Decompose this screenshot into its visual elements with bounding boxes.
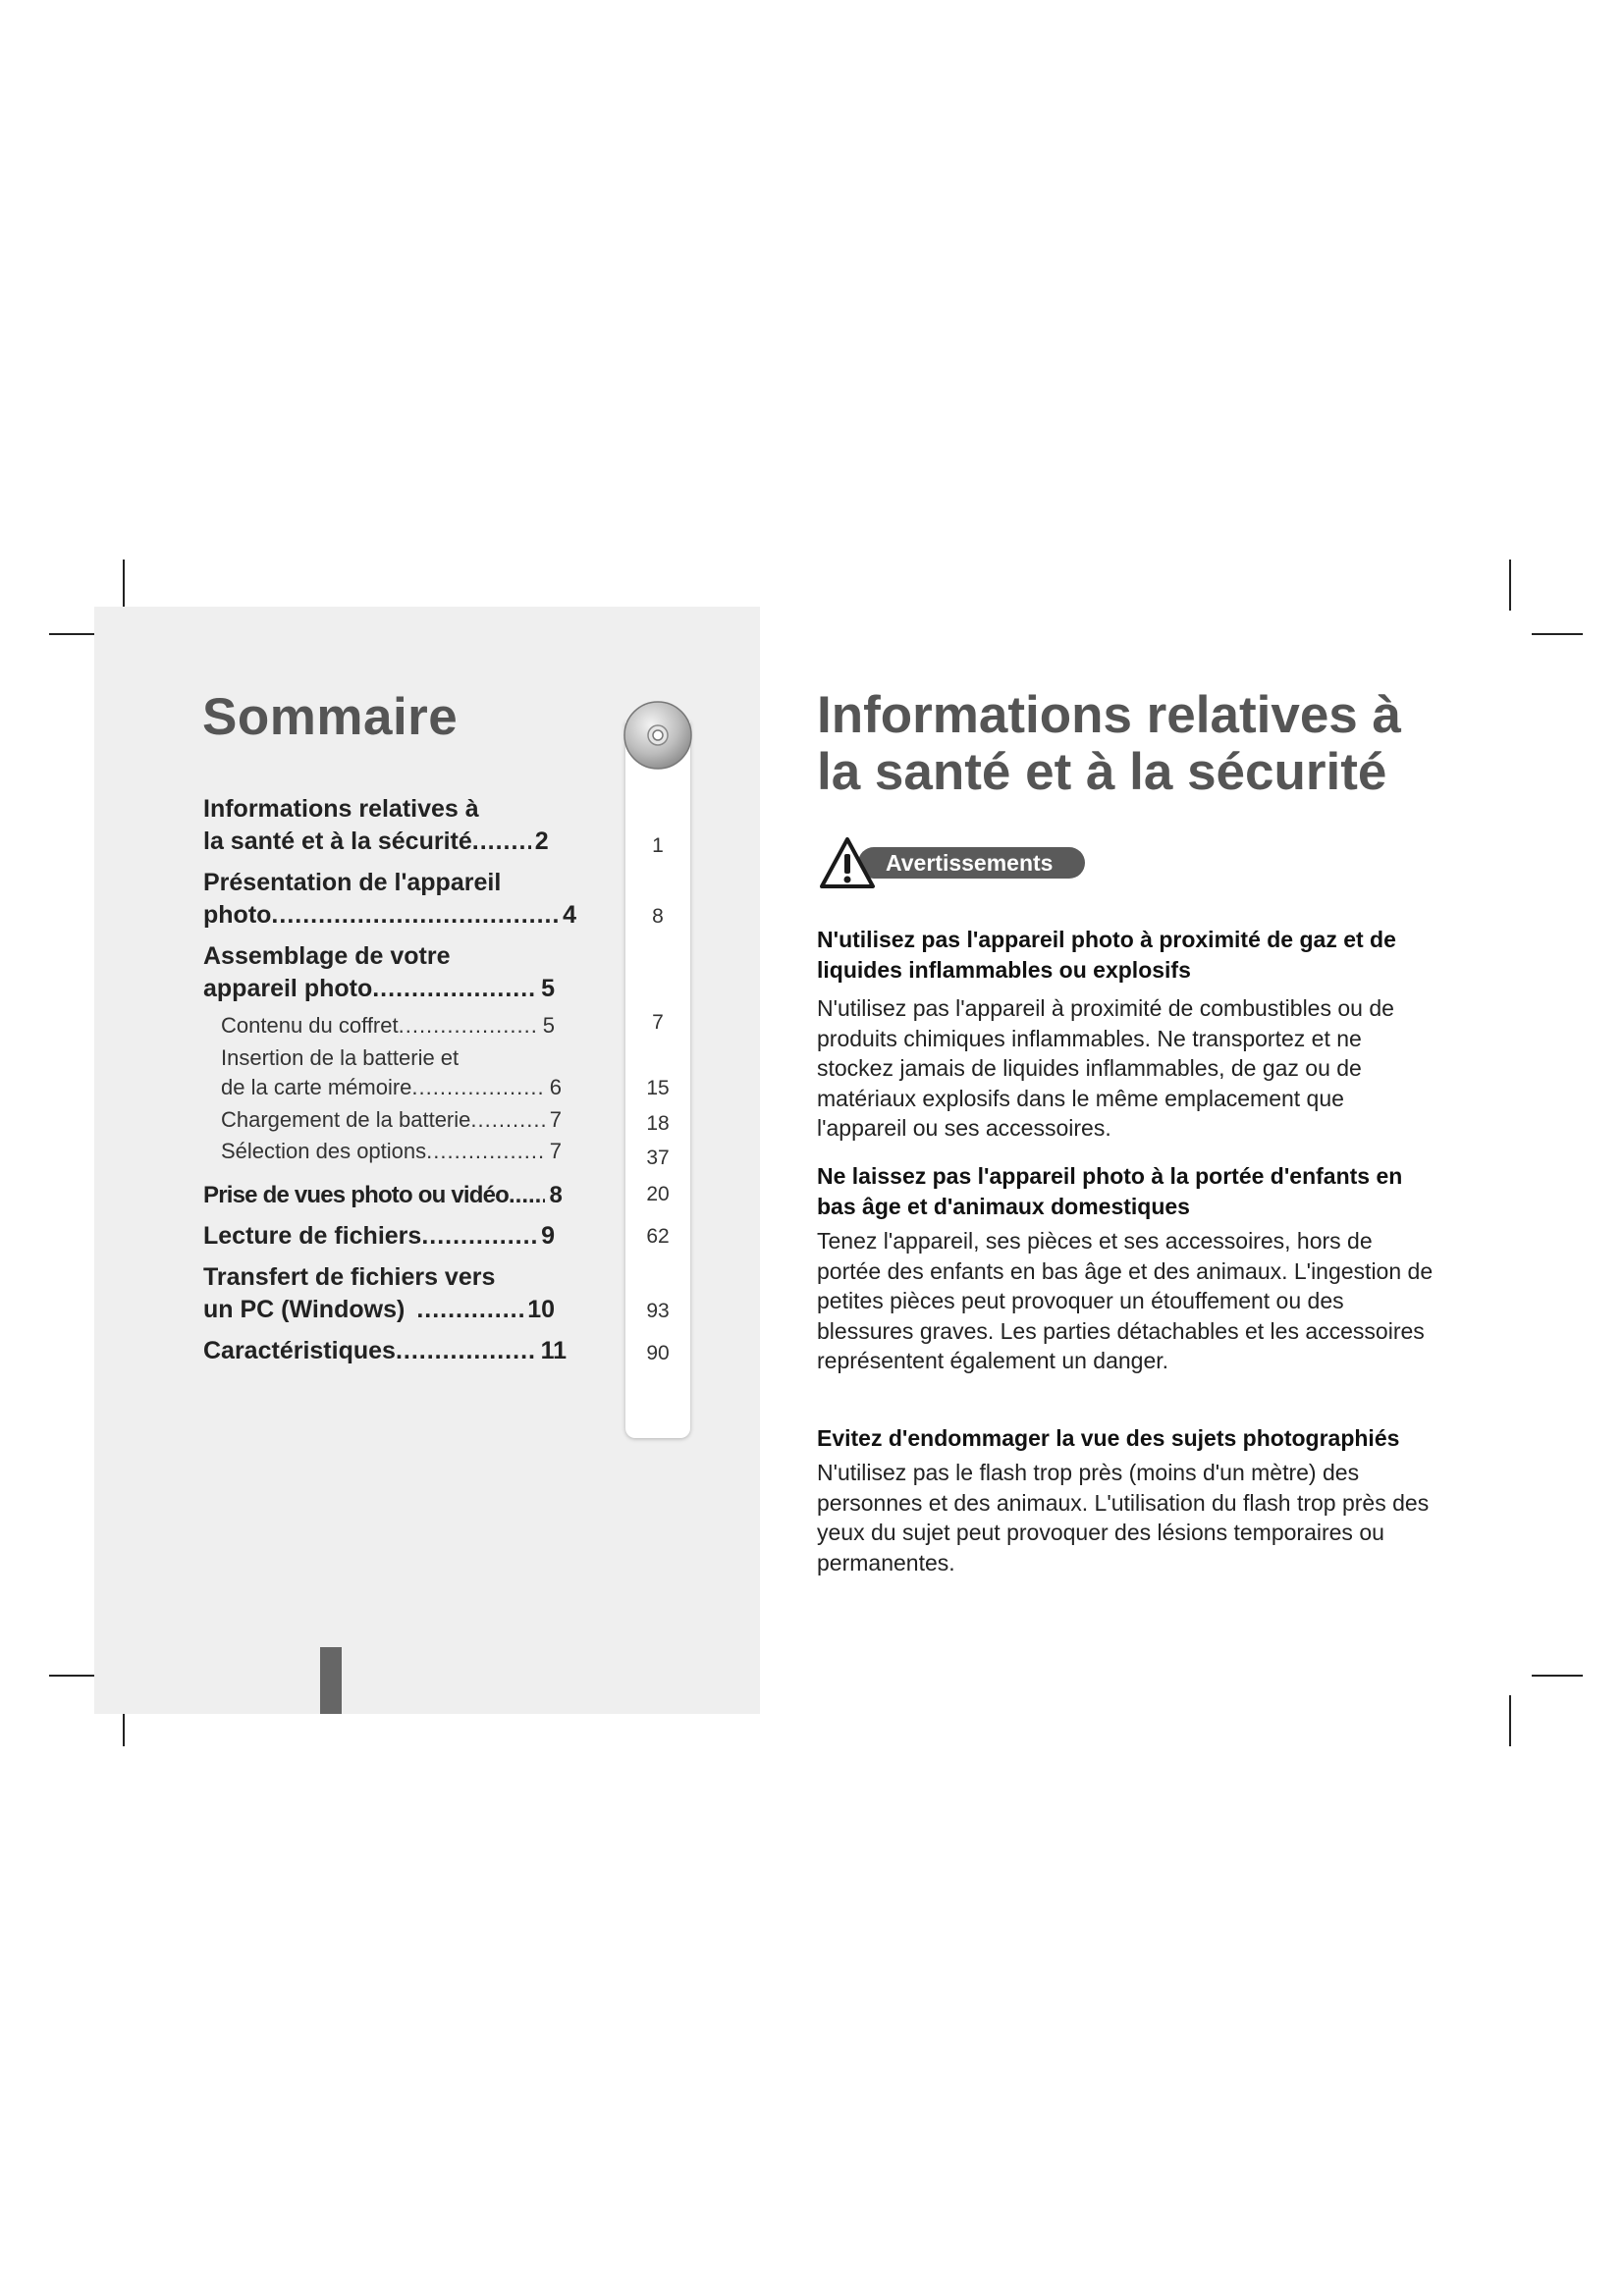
- toc-entry-label: Insertion de la batterie et: [221, 1045, 460, 1070]
- toc-page-number: 2: [534, 828, 549, 855]
- toc-entry[interactable]: [203, 867, 576, 932]
- crop-mark: [123, 560, 125, 611]
- toc-entry-label: Transfert de fichiers vers: [203, 1263, 496, 1291]
- tab-number: 8: [652, 905, 664, 928]
- page-marker: [320, 1647, 342, 1714]
- section-body: Tenez l'appareil, ses pièces et ses accessoires, hors de portée des enfants en bas âge et des animaux. L'ingestion de petites pièces peut provoquer un étouffement ou des blessures graves. Les parties détachables et les accessoires représentent également un danger.: [817, 1228, 1434, 1373]
- toc-entry[interactable]: [203, 793, 576, 858]
- toc-page-number: 5: [542, 1013, 555, 1038]
- section-body: N'utilisez pas le flash trop près (moins d'un mètre) des personnes et des animaux. L'utilisation du flash trop près des yeux du sujet peut provoquer des lésions temporaires ou permanentes.: [817, 1460, 1430, 1575]
- toc-subentry[interactable]: [221, 1137, 562, 1166]
- toc-entry-label: de la carte mémoire: [221, 1075, 412, 1099]
- tab-number: 62: [646, 1225, 670, 1248]
- toc-page-number: 10: [527, 1296, 555, 1323]
- crop-mark: [49, 633, 100, 635]
- tab-number: 37: [646, 1147, 670, 1169]
- tab-number: 90: [646, 1342, 670, 1364]
- toc-entry-label: Présentation de l'appareil: [203, 869, 502, 896]
- cd-disc-icon: [623, 700, 693, 771]
- toc-entry-label: Contenu du coffret: [221, 1013, 399, 1038]
- toc-title: Sommaire: [202, 688, 459, 746]
- toc-subentry[interactable]: [221, 1011, 555, 1041]
- safety-section: [817, 1423, 1435, 1577]
- toc-page-number: 7: [549, 1139, 562, 1163]
- toc-page-number: 7: [549, 1107, 562, 1132]
- toc-entry-label: un PC (Windows): [203, 1296, 406, 1323]
- toc-subentry[interactable]: [221, 1043, 562, 1102]
- tab-number: 1: [652, 834, 664, 857]
- toc-page-number: 8: [549, 1182, 562, 1208]
- warning-label: Avertissements: [886, 850, 1054, 876]
- toc-subentry[interactable]: [221, 1105, 562, 1135]
- tab-number: 7: [652, 1011, 664, 1034]
- toc-entry[interactable]: [203, 1179, 562, 1211]
- toc-page-number: 4: [563, 901, 576, 929]
- toc-entry[interactable]: [203, 1220, 555, 1253]
- toc-entry-label: Lecture de fichiers: [203, 1222, 422, 1250]
- crop-mark: [1532, 1675, 1583, 1677]
- safety-section: [817, 925, 1435, 1144]
- crop-mark: [1509, 1695, 1511, 1746]
- tab-number: 20: [646, 1183, 670, 1205]
- toc-entry[interactable]: [203, 940, 555, 1005]
- tab-number: 18: [646, 1112, 670, 1135]
- tab-number: 15: [646, 1077, 670, 1099]
- toc-page-number: 5: [541, 975, 555, 1002]
- toc-page-number: 11: [540, 1337, 567, 1364]
- toc-entry-label: Caractéristiques: [203, 1337, 396, 1364]
- toc-entry-label: appareil photo: [203, 975, 373, 1002]
- crop-mark: [1532, 633, 1583, 635]
- crop-mark: [49, 1675, 100, 1677]
- safety-section: [817, 1161, 1435, 1376]
- toc-entry-label: Sélection des options: [221, 1139, 427, 1163]
- crop-mark: [1509, 560, 1511, 611]
- toc-page-number: 6: [549, 1075, 562, 1099]
- toc-page-number: 9: [541, 1222, 555, 1250]
- section-heading: Evitez d'endommager la vue des sujets photographiés: [817, 1425, 1400, 1451]
- toc-entry-label: la santé et à la sécurité: [203, 828, 472, 855]
- section-heading: Ne laissez pas l'appareil photo à la portée d'enfants en bas âge et d'animaux domestiques: [817, 1163, 1403, 1219]
- toc-entry-label: Assemblage de votre: [203, 942, 451, 970]
- toc-entry[interactable]: [203, 1335, 567, 1367]
- tab-number: 93: [646, 1300, 670, 1322]
- toc-entry-label: Informations relatives à: [203, 795, 479, 823]
- section-heading: N'utilisez pas l'appareil photo à proximité de gaz et de liquides inflammables ou explosifs: [817, 927, 1396, 983]
- toc-entry-label: Prise de vues photo ou vidéo: [203, 1182, 509, 1208]
- title-line: la santé et à la sécurité: [817, 743, 1387, 801]
- section-body: N'utilisez pas l'appareil à proximité de combustibles ou de produits chimiques inflammables. Ne transportez et ne stockez jamais de liquides inflammables, de gaz ou de matériaux explosifs dans le même emplacement que l'appareil ou ses accessoires.: [817, 995, 1394, 1141]
- toc-entry-label: photo: [203, 901, 272, 929]
- title-line: Informations relatives à: [817, 686, 1401, 744]
- page-title: [817, 687, 1504, 801]
- toc-entry[interactable]: [203, 1261, 555, 1326]
- toc-entry-label: Chargement de la batterie: [221, 1107, 471, 1132]
